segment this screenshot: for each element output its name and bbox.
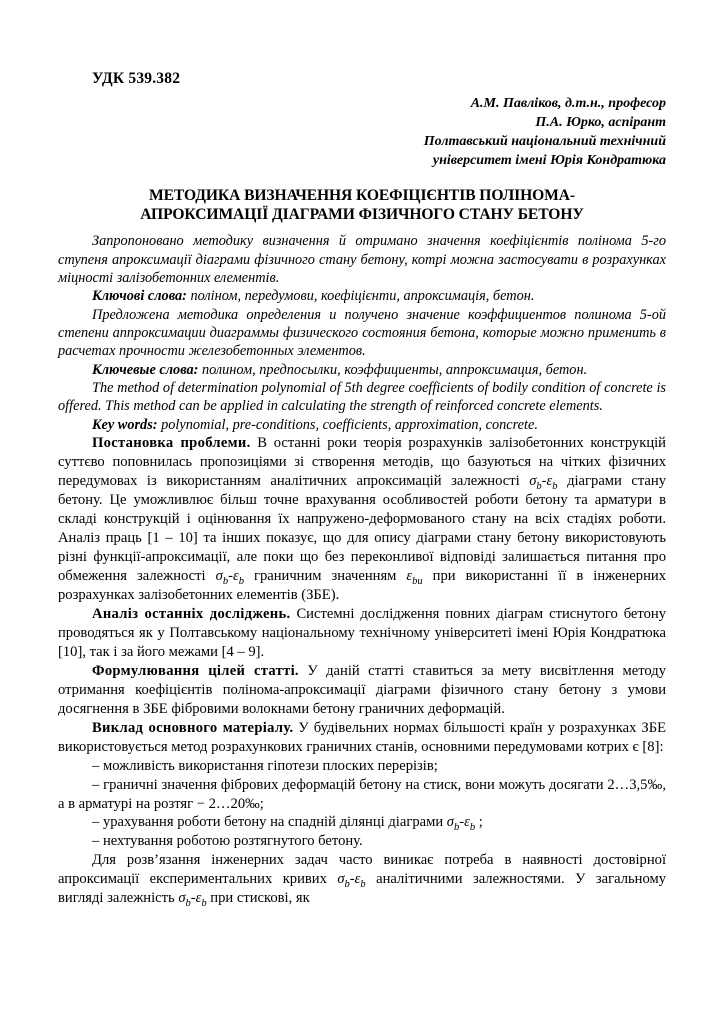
list-item (58, 813, 666, 832)
math-sigma-eps-5: $\sigma_b-\varepsilon_b$ (178, 890, 207, 910)
section-problem-text-d: при використанні її в інженерних розрахунках залізобетонних елементів (ЗБЕ). (58, 567, 666, 603)
title-line-1: МЕТОДИКА ВИЗНАЧЕННЯ КОЕФІЦІЄНТІВ ПОЛІНОМА- (148, 187, 576, 205)
math-sigma-eps-3: $\sigma_b-\varepsilon_b$ (446, 814, 476, 834)
abstract-uk-text: Запропоновано методику визначення й отримано значення коефіцієнтів полінома 5-го ступеня апроксимації діаграми фізичного стану бетону, котрі можна застосувати в розрахунках міцності залізобетонних елементів. (58, 233, 666, 286)
section-material-intro (58, 719, 666, 757)
section-material-intro-text: У будівельних нормах більшості країн у розрахунках ЗБЕ використовується метод розрахункових граничних станів, основними передумовами котрих є [8]: (58, 719, 666, 755)
page-title (58, 186, 666, 224)
affiliation-line-2: університет імені Юрія Кондратюка (432, 153, 666, 169)
keywords-uk (58, 287, 666, 305)
section-analysis-label: Аналіз останніх досліджень. (92, 605, 291, 622)
bullet-dash-1: – (92, 757, 100, 774)
math-eps-bu: $\varepsilon_{bu}$ (406, 567, 423, 587)
bullet-dash-2: – (92, 776, 100, 793)
section-goals-text: У даній статті ставиться за мету висвітлення методу отримання коефіцієнтів полінома-апроксимації діаграми фізичного стану бетону з умови досягнення в ЗБЕ фібровими волокнами бетону граничних деформацій. (58, 662, 666, 717)
abstract-ru (58, 306, 666, 361)
bullet-dash-3: – (92, 814, 100, 831)
keywords-ru (58, 361, 666, 379)
section-analysis (58, 605, 666, 662)
closing-text-a: Для розв’язання інженерних задач часто виникає потреба в наявності достовірної апроксимації експериментальних кривих (58, 852, 666, 888)
section-material-label: Виклад основного матеріалу. (92, 719, 294, 736)
keywords-en-list: polynomial, pre-conditions, coefficients, approximation, concrete. (161, 416, 538, 433)
section-problem-text-b: діаграми стану бетону. Це уможливлює більш точне врахування особливостей роботи бетону та арматури в складі конструкцій і оцінювання їх напружено-деформованого стану на всіх стадіях роботи. Аналіз праць [1 – 10] та інших показує, що для опису діаграми стану бетону використовують різні функції-апроксимації, але поки що без переконливої відповіді залишається питання про обмеження залежності (58, 473, 666, 584)
section-problem-text-c: граничним значенням (243, 567, 407, 584)
title-line-2: АПРОКСИМАЦІЇ ДІАГРАМИ ФІЗИЧНОГО СТАНУ БЕТОНУ (140, 206, 584, 224)
bullet-text-2: граничні значення фібрових деформацій бетону на стиск, вони можуть досягати 2…3,5‰, а в арматурі на розтяг − 2…20‰; (58, 776, 667, 812)
section-goals-label: Формулювання цілей статті. (92, 662, 299, 679)
math-sigma-eps-2: $\sigma_b-\varepsilon_b$ (215, 567, 244, 587)
keywords-ru-list: полином, предпосылки, коэффициенты, аппроксимация, бетон. (201, 361, 588, 378)
section-problem (58, 434, 666, 605)
abstract-en (58, 379, 666, 416)
keywords-ru-label: Ключевые слова: (92, 361, 199, 378)
author-line-1: А.М. Павліков, д.т.н., професор (470, 96, 666, 111)
udk-code: УДК 539.382 (92, 70, 181, 87)
abstract-uk (58, 232, 666, 287)
affiliation-line-1: Полтавський національний технічний (423, 134, 666, 150)
list-item (58, 776, 666, 814)
list-item (58, 757, 666, 776)
keywords-uk-list: поліном, передумови, коефіцієнти, апроксимація, бетон. (190, 288, 535, 305)
author-block (58, 94, 666, 170)
closing-text-c: при стискові, як (206, 890, 310, 907)
math-sigma-eps-4: $\sigma_b-\varepsilon_b$ (337, 871, 366, 891)
keywords-en (58, 416, 666, 434)
abstract-en-text: The method of determination polynomial of 5th degree coefficients of bodily condition of concrete is offered. This method can be applied in calculating the strength of reinforced concrete elements. (58, 380, 666, 415)
list-item (58, 832, 666, 851)
bullet-dash-4: – (92, 833, 100, 850)
keywords-en-label: Key words: (92, 416, 158, 433)
author-line-2: П.А. Юрко, аспірант (535, 115, 666, 131)
section-material-closing (58, 851, 666, 908)
bullet-text-4: нехтування роботою розтягнутого бетону. (102, 833, 363, 850)
math-sigma-eps-1: $\sigma_b-\varepsilon_b$ (529, 473, 558, 492)
keywords-uk-label: Ключові слова: (92, 288, 187, 305)
section-goals (58, 662, 666, 719)
bullet-text-3a: урахування роботи бетону на спадній ділянці діаграми (102, 814, 447, 831)
section-analysis-text: Системні дослідження повних діаграм стиснутого бетону проводяться як у Полтавському національному технічному університеті імені Юрія Кондратюка [10], так і за його межами [4 – 9]. (58, 605, 666, 660)
closing-text-b: аналітичними залежностями. У загальному вигляді залежність (58, 871, 667, 907)
bullet-text-1: можливість використання гіпотези плоских перерізів; (102, 757, 438, 774)
abstract-ru-text: Предложена методика определения и получено значение коэффициентов полинома 5-ой степени аппроксимации диаграммы физического состояния бетона, которые можно применить в расчетах прочности железобетонных элементов. (58, 306, 666, 360)
bullet-text-3b: ; (475, 814, 483, 831)
section-problem-label: Постановка проблеми. (92, 435, 251, 452)
section-problem-text-a: В останні роки теорія розрахунків залізобетонних конструкцій суттєво поповнилась пропозиціями зі створення методів, що базуються на чітких фізичних передумовах із використанням аналітичних апроксимацій залежності (58, 435, 666, 490)
